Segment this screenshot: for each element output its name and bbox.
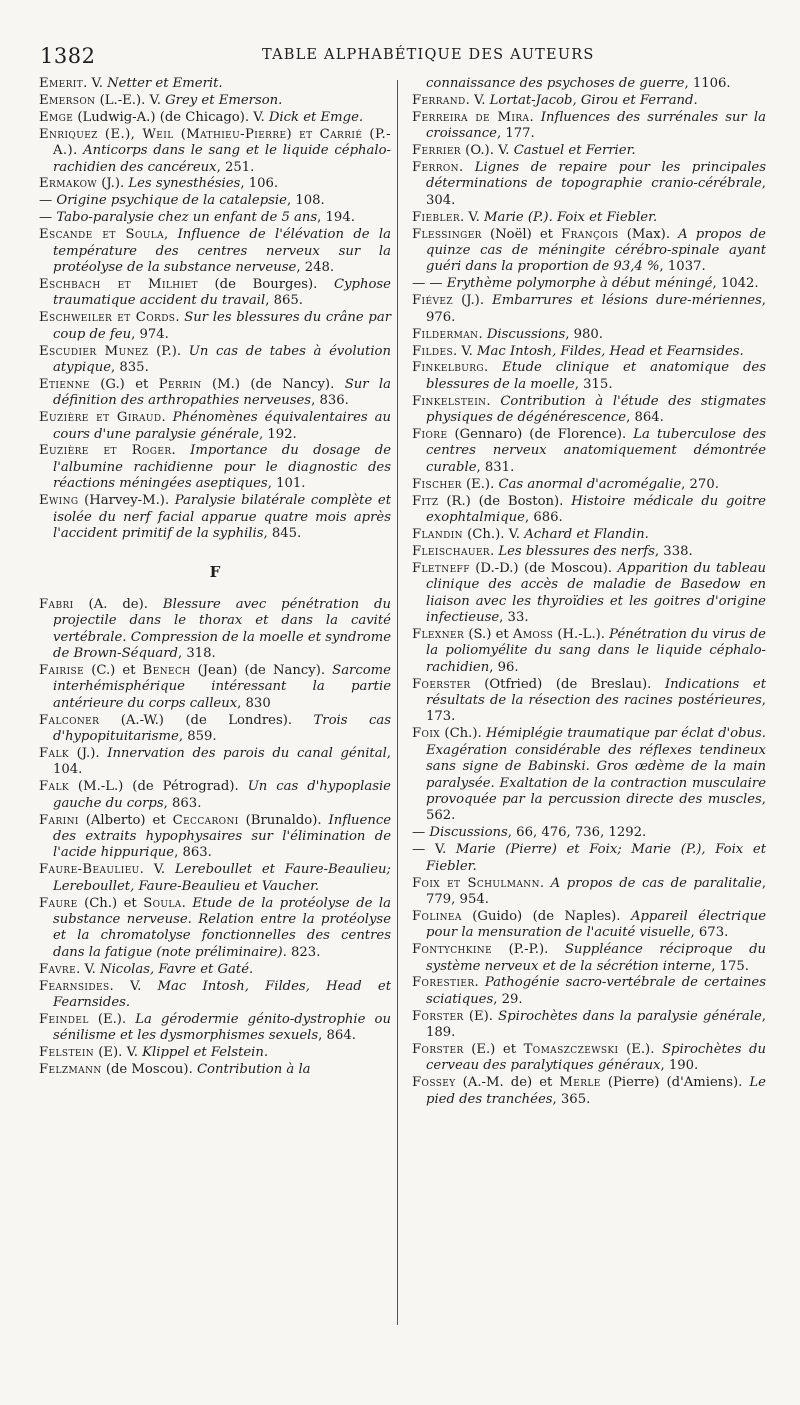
entry-connector: (D.-D.) (de Moscou). bbox=[469, 560, 618, 576]
entry-connector: — bbox=[39, 193, 57, 209]
index-entry bbox=[39, 979, 391, 1012]
entry-connector: (J.). bbox=[453, 293, 493, 309]
index-entry bbox=[412, 975, 766, 1008]
entry-author: Euzière et Roger bbox=[39, 443, 172, 459]
entry-connector: (Guido) (de Naples). bbox=[461, 908, 631, 924]
entry-title: Origine psychique de la catalepsie bbox=[56, 193, 287, 209]
entry-title: A propos de quinze cas de méningite cérébro-spinale ayant guéri dans la proportion de 93,4 % bbox=[426, 226, 766, 275]
index-entry bbox=[412, 143, 766, 159]
index-entry bbox=[412, 527, 766, 543]
entry-pages: , 173. bbox=[426, 693, 766, 725]
entry-connector: . bbox=[171, 443, 191, 459]
entry-author: Eschweiler et Cords bbox=[39, 310, 176, 326]
entry-title: Nicolas, Favre et Gaté. bbox=[100, 961, 254, 977]
index-entry bbox=[412, 942, 766, 975]
entry-connector: . bbox=[478, 326, 487, 342]
entry-connector: (Otfried) (de Breslau). bbox=[470, 676, 665, 692]
entries-letter-e bbox=[39, 76, 391, 542]
entry-title: Marie (P.). Foix et Fiebler. bbox=[484, 209, 658, 225]
entry-connector: (A.-M. de) et bbox=[455, 1075, 560, 1091]
entry-title: Mac Intosh, Fildes, Head et Fearnsides. bbox=[477, 343, 744, 359]
entry-author: Ermakow bbox=[39, 176, 98, 192]
entry-title: Castuel et Ferrier. bbox=[513, 143, 636, 159]
entry-author: Felzmann bbox=[39, 1062, 102, 1078]
entry-coauthor: Tomaszczewski bbox=[523, 1042, 619, 1058]
index-entry bbox=[412, 842, 766, 875]
index-entry bbox=[39, 813, 391, 862]
index-entry bbox=[39, 76, 391, 92]
entry-coauthor: Ceccaroni bbox=[172, 812, 239, 828]
entry-connector: — bbox=[412, 825, 430, 841]
entry-title: Achard et Flandin. bbox=[524, 526, 649, 542]
entry-title: Pénétration du virus de la poliomyélite du sang dans le liquide céphalo-rachidien bbox=[426, 626, 766, 675]
entry-title: Spirochètes du cerveau des paralytiques généraux bbox=[426, 1042, 766, 1074]
entry-pages: , 1037. bbox=[659, 259, 706, 275]
left-column bbox=[39, 76, 391, 1079]
entry-pages: , 976. bbox=[426, 293, 766, 325]
entry-pages: . 823. bbox=[282, 944, 321, 960]
index-entry bbox=[412, 93, 766, 109]
entry-pages: , 318. bbox=[178, 646, 216, 661]
entry-connector: (E.). bbox=[88, 1011, 136, 1027]
entry-connector: . bbox=[73, 143, 84, 159]
entry-title: Lortat-Jacob, Girou et Ferrand. bbox=[489, 92, 698, 108]
index-entry bbox=[39, 779, 391, 812]
entry-connector: . bbox=[458, 160, 475, 176]
entry-connector: . bbox=[486, 393, 501, 409]
entry-pages: , 270. bbox=[681, 476, 719, 492]
entry-pages: , 29. bbox=[493, 991, 523, 1007]
index-entry bbox=[39, 1045, 391, 1061]
entry-pages: , 177. bbox=[496, 126, 535, 142]
entry-connector: (Brunaldo). bbox=[238, 812, 329, 828]
entry-pages: , 315. bbox=[574, 376, 613, 392]
entry-connector: . bbox=[484, 360, 503, 376]
entry-author: Filderman bbox=[412, 326, 479, 342]
entry-title: Importance du dosage de l'albumine rachidienne pour le diagnostic des réactions méningées aseptiques bbox=[53, 443, 392, 492]
entry-author: Flessinger bbox=[412, 226, 482, 242]
entry-title: Contribution à l'étude des stigmates physiques de dégénérescence bbox=[426, 393, 766, 426]
entry-title: Trois cas d'hypopituitarisme bbox=[53, 712, 392, 745]
index-entry bbox=[39, 93, 391, 109]
entry-pages: , 248. bbox=[296, 259, 335, 275]
entry-author: Foix et Schulmann bbox=[412, 875, 540, 891]
entry-pages: , 192. bbox=[258, 426, 297, 442]
entry-connector: (Noël) et bbox=[481, 226, 562, 242]
entry-title: Influence de l'élévation de la température des centres nerveux sur la protéolyse de la substance nerveuse bbox=[53, 227, 391, 275]
index-entry bbox=[39, 443, 391, 492]
entry-author: Ferrand bbox=[412, 92, 466, 108]
entry-author: Flandin bbox=[412, 526, 463, 542]
entry-pages: , 836. bbox=[311, 393, 349, 409]
index-entry bbox=[39, 310, 391, 343]
index-entry bbox=[39, 277, 391, 310]
entry-author: Feindel bbox=[39, 1011, 89, 1027]
entry-title: Anticorps dans le sang et le liquide céphalo-rachidien des cancéreux bbox=[53, 143, 391, 175]
entry-author: Falk bbox=[39, 745, 69, 761]
entry-connector: (H.-L.). bbox=[553, 626, 610, 642]
entry-title: Erythème polymorphe à début méningé bbox=[446, 276, 713, 292]
entry-connector: . bbox=[181, 895, 193, 911]
entry-pages: , 33. bbox=[499, 610, 529, 625]
entry-connector: (J.). bbox=[68, 745, 108, 761]
entry-pages: , 194. bbox=[317, 210, 355, 226]
entry-connector: (Harvey-M.). bbox=[78, 493, 175, 509]
entry-title: Un cas d'hypoplasie gauche du corps bbox=[53, 779, 391, 811]
entry-connector: (E.) et bbox=[463, 1042, 524, 1058]
entry-title: Indications et résultats de la résection des racines postérieures bbox=[426, 676, 767, 709]
entry-author: Fontychkine bbox=[412, 942, 493, 958]
index-entry bbox=[39, 663, 391, 712]
entry-connector: (Max). bbox=[618, 226, 679, 242]
entry-connector: — — bbox=[412, 276, 447, 292]
entry-connector: . V. bbox=[83, 76, 108, 91]
entry-author: Fabri bbox=[39, 596, 74, 612]
entry-author: Falk bbox=[39, 779, 69, 795]
entry-connector: (Alberto) et bbox=[78, 812, 173, 828]
index-entry bbox=[39, 110, 391, 126]
entry-connector: , bbox=[164, 227, 178, 243]
entry-author: Fletneff bbox=[412, 560, 470, 576]
index-entry bbox=[412, 76, 766, 92]
entry-author: Foerster bbox=[412, 676, 471, 692]
entry-author: Falconer bbox=[39, 712, 100, 728]
entry-pages: , 104. bbox=[53, 745, 391, 778]
entry-connector: . V. bbox=[109, 978, 158, 994]
index-entry bbox=[39, 962, 391, 978]
entry-title: Blessure avec pénétration du projectile dans le thorax et dans la cavité vertébrale. Compression de la moelle et syndrome de Brown-Séquard bbox=[53, 596, 391, 661]
entry-connector: . V. bbox=[76, 961, 101, 977]
entry-title: Sur la définition des arthropathies nerveuses bbox=[53, 376, 392, 409]
entry-author: Fiebler bbox=[412, 209, 461, 225]
entry-title: Cas anormal d'acromégalie bbox=[498, 476, 682, 492]
entry-pages: , 66, 476, 736, 1292. bbox=[507, 825, 647, 841]
entry-author: Finkelburg bbox=[412, 360, 485, 376]
index-entry bbox=[412, 210, 766, 226]
entry-connector: (A. de). bbox=[73, 596, 163, 612]
entry-pages: , 251. bbox=[216, 159, 255, 175]
entry-title: Embarrures et lésions dure-mériennes bbox=[492, 293, 762, 309]
entry-connector: (M.-L.) (de Pétrograd). bbox=[68, 779, 248, 795]
entry-author: Forster bbox=[412, 1042, 464, 1058]
entry-title: Discussions bbox=[486, 326, 566, 342]
entry-author: Faure-Beaulieu bbox=[39, 862, 140, 878]
entry-connector: . V. bbox=[465, 92, 490, 108]
entry-pages: , 830 bbox=[237, 695, 271, 711]
entry-connector: . bbox=[161, 410, 173, 426]
index-entry bbox=[39, 597, 391, 663]
index-entry bbox=[412, 1009, 766, 1042]
entry-pages: , 96. bbox=[489, 659, 519, 675]
index-entry bbox=[412, 160, 766, 209]
entry-author: Ewing bbox=[39, 493, 79, 509]
entry-pages: , 106. bbox=[240, 176, 279, 192]
section-letter-f: F bbox=[209, 563, 221, 582]
entry-title: Klippel et Felstein. bbox=[142, 1045, 269, 1061]
entry-pages: , 863. bbox=[163, 795, 202, 811]
entry-connector: (E.). bbox=[618, 1042, 662, 1058]
index-entry bbox=[39, 746, 391, 779]
entry-connector: . V. bbox=[453, 343, 478, 359]
entry-title: Suppléance réciproque du système nerveux et de la sécrétion interne bbox=[426, 942, 767, 974]
entry-pages: , 980. bbox=[565, 326, 603, 342]
page-number: 1382 bbox=[40, 44, 96, 68]
entry-author: Ferreira de Mira bbox=[412, 109, 530, 125]
entry-author: Emerit bbox=[39, 76, 84, 91]
entry-author: Folinea bbox=[412, 908, 462, 924]
entry-connector: — bbox=[39, 210, 57, 226]
entry-title: La tuberculose des centres nerveux anatomiquement démontrée curable bbox=[426, 427, 766, 475]
index-entry bbox=[39, 713, 391, 746]
entry-pages: , 863. bbox=[174, 845, 212, 861]
entry-author: Eschbach et Milhiet bbox=[39, 276, 198, 292]
entry-author: Fearnsides bbox=[39, 978, 110, 994]
entry-title: Mac Intosh, Fildes, Head et Fearnsides. bbox=[53, 978, 391, 1011]
entry-connector: (P.). bbox=[148, 343, 189, 359]
index-entry bbox=[412, 293, 766, 326]
entry-connector: (Jean) (de Nancy). bbox=[190, 662, 333, 678]
entry-connector: (Ch.). bbox=[440, 726, 487, 742]
right-column bbox=[412, 76, 766, 1109]
index-entry bbox=[412, 627, 766, 676]
index-entry bbox=[412, 344, 766, 360]
entry-coauthor: Merle bbox=[559, 1075, 601, 1091]
entry-title: Sarcome interhémisphérique intéressant la partie antérieure du corps calleux bbox=[53, 662, 391, 711]
index-entry bbox=[412, 909, 766, 942]
index-entry bbox=[39, 410, 391, 443]
column-divider bbox=[397, 80, 398, 1325]
entry-author: Fleischauer bbox=[412, 543, 490, 559]
entry-title: Grey et Emerson. bbox=[165, 92, 283, 108]
entry-pages: , 562. bbox=[426, 791, 766, 824]
index-entry bbox=[39, 127, 391, 176]
entry-connector: (S.) et bbox=[464, 626, 513, 642]
entry-connector: (G.) et bbox=[89, 376, 159, 392]
entry-pages: , 779, 954. bbox=[426, 875, 767, 907]
entry-title: Les blessures des nerfs bbox=[498, 543, 655, 559]
index-entry bbox=[39, 1012, 391, 1045]
index-entry bbox=[412, 477, 766, 493]
entry-title: Etude clinique et anatomique des blessures de la moelle bbox=[426, 360, 766, 392]
index-entry bbox=[412, 394, 766, 427]
entry-connector: (de Bourges). bbox=[197, 276, 334, 292]
entry-author: Escudier Munez bbox=[39, 343, 149, 359]
entry-title: Contribution à la bbox=[196, 1062, 311, 1078]
entry-author: Forster bbox=[412, 1008, 464, 1024]
index-entry bbox=[412, 726, 766, 824]
entry-author: Emerson bbox=[39, 92, 96, 108]
entry-author: Foix bbox=[412, 726, 441, 742]
entry-author: Fildes bbox=[412, 343, 454, 359]
entry-title: Etude de la protéolyse de la substance nerveuse. Relation entre la protéolyse et la chromatolyse fonctionnelles des centres dans la fatigue (note préliminaire) bbox=[53, 895, 391, 960]
entry-title: Influences des surrénales sur la croissance bbox=[426, 109, 767, 142]
entry-connector: (E). V. bbox=[94, 1045, 143, 1061]
index-entry bbox=[412, 677, 766, 726]
entries-letter-f-right bbox=[412, 76, 766, 1108]
entry-author: Ferron bbox=[412, 160, 459, 176]
index-entry bbox=[412, 110, 766, 143]
index-entry bbox=[412, 561, 766, 627]
index-entry bbox=[412, 1075, 766, 1108]
entry-title: Histoire médicale du goitre exophtalmique bbox=[426, 493, 766, 526]
index-entry bbox=[412, 360, 766, 393]
entry-coauthor: François bbox=[561, 226, 619, 242]
entry-title: Sur les blessures du crâne par coup de feu bbox=[53, 310, 391, 342]
entry-author: Finkelstein bbox=[412, 393, 487, 409]
index-entry bbox=[39, 176, 391, 192]
entry-pages: , 864. bbox=[626, 410, 664, 426]
entry-connector: (E.). bbox=[461, 476, 499, 492]
entry-connector: . bbox=[474, 975, 485, 991]
entry-pages: , 338. bbox=[654, 543, 693, 559]
entry-connector: . bbox=[489, 543, 499, 559]
entry-author: Emge bbox=[39, 109, 74, 125]
index-entry bbox=[412, 427, 766, 476]
index-entry bbox=[39, 896, 391, 962]
index-entry bbox=[412, 327, 766, 343]
entry-connector: (E). bbox=[463, 1008, 499, 1024]
entry-pages: , 304. bbox=[426, 176, 766, 208]
entry-connector: (A.-W.) (de Londres). bbox=[99, 712, 314, 728]
index-entry bbox=[39, 227, 391, 276]
entry-pages: , 859. bbox=[178, 729, 217, 745]
entry-connector: (R.) (de Boston). bbox=[438, 493, 572, 509]
index-entry bbox=[39, 377, 391, 410]
entry-connector: (O.). V. bbox=[460, 143, 514, 159]
entry-connector: . bbox=[175, 310, 185, 326]
entry-pages: , 190. bbox=[660, 1058, 699, 1074]
entry-title: Spirochètes dans la paralysie générale bbox=[498, 1008, 762, 1024]
entry-author: Escande et Soula bbox=[39, 227, 165, 243]
entry-author: Euzière et Giraud bbox=[39, 410, 162, 426]
entry-pages: , 686. bbox=[524, 510, 563, 526]
entry-title: Apparition du tableau clinique des accès de maladie de Basedow en liaison avec les thyroïdies et les goitres d'origine infectieuse bbox=[426, 560, 766, 625]
entry-title: Tabo-paralysie chez un enfant de 5 ans bbox=[56, 210, 318, 226]
index-entry bbox=[412, 825, 766, 841]
entry-title: Innervation des parois du canal génital bbox=[107, 745, 387, 761]
entry-title: A propos de cas de paralitalie bbox=[550, 875, 762, 891]
entry-pages: , 835. bbox=[111, 359, 149, 375]
entry-connector: . bbox=[539, 875, 551, 891]
entry-author: Fiévez bbox=[412, 293, 453, 309]
entry-connector: (J.). bbox=[97, 176, 129, 192]
running-head: TABLE ALPHABÉTIQUE DES AUTEURS bbox=[262, 47, 595, 63]
index-entry bbox=[39, 1062, 391, 1078]
entry-title: Lignes de repaire pour les principales déterminations de topographie cranio-cérébrale bbox=[426, 160, 766, 192]
entry-title: Pathogénie sacro-vertébrale de certaines sciatiques bbox=[426, 975, 767, 1007]
entry-author: Fairise bbox=[39, 662, 85, 678]
index-entry bbox=[39, 193, 391, 209]
entry-title: Netter et Emerit. bbox=[107, 76, 223, 91]
entry-title: Dick et Emge. bbox=[268, 109, 364, 125]
entry-connector: . bbox=[529, 109, 541, 125]
entry-title: Lereboullet et Faure-Beaulieu; Lereboullet, Faure-Beaulieu et Vaucher. bbox=[53, 862, 391, 894]
entry-author: Fiore bbox=[412, 427, 448, 443]
index-entry bbox=[412, 1042, 766, 1075]
entry-connector: (P.-P.). bbox=[492, 942, 565, 958]
index-entry bbox=[412, 227, 766, 276]
entry-author: Fossey bbox=[412, 1075, 456, 1091]
entry-connector: — V. bbox=[412, 842, 456, 858]
entry-coauthor: Perrin bbox=[158, 376, 202, 392]
entry-title: Discussions bbox=[429, 825, 508, 841]
entry-title: Les synesthésies bbox=[128, 176, 241, 192]
index-entry bbox=[39, 493, 391, 542]
entry-connector: (Ch.) et bbox=[77, 895, 144, 911]
entry-title: Le pied des tranchées bbox=[426, 1075, 766, 1107]
entry-author: Etienne bbox=[39, 376, 90, 392]
entry-pages: , 974. bbox=[131, 326, 169, 342]
index-entry bbox=[412, 544, 766, 560]
entry-connector: (Ludwig-A.) (de Chicago). V. bbox=[73, 109, 269, 125]
entry-pages: , 1106. bbox=[684, 76, 731, 91]
entry-pages: , 864. bbox=[318, 1028, 356, 1044]
entry-title: Marie (Pierre) et Foix; Marie (P.), Foix et Fiebler. bbox=[426, 842, 766, 874]
entry-author: Enriquez (E.), Weil (Mathieu-Pierre) et Carrié (P.-A.) bbox=[39, 126, 391, 159]
entry-author: Favre bbox=[39, 961, 77, 977]
entries-letter-f-left bbox=[39, 597, 391, 1079]
entry-title: Influence des extraits hypophysaires sur l'élimination de l'acide hippurique bbox=[53, 812, 392, 861]
entry-connector: (C.) et bbox=[84, 662, 143, 678]
entry-pages: , 108. bbox=[286, 193, 325, 209]
entry-author: Forestier bbox=[412, 975, 475, 991]
entry-connector: (L.-E.). V. bbox=[95, 92, 166, 108]
entry-pages: , 845. bbox=[263, 525, 302, 541]
entry-title: La gérodermie génito-dystrophie ou sénilisme et les dysmorphismes sexuels bbox=[53, 1011, 391, 1044]
entry-author: Flexner bbox=[412, 626, 465, 642]
entry-connector: (Ch.). V. bbox=[462, 526, 525, 542]
entry-pages: , 831. bbox=[476, 459, 515, 475]
entry-author: Fischer bbox=[412, 476, 462, 492]
index-entry bbox=[412, 494, 766, 527]
entry-pages: , 365. bbox=[552, 1091, 591, 1107]
entry-author: Fitz bbox=[412, 493, 439, 509]
entry-author: Felstein bbox=[39, 1045, 95, 1061]
entry-title: connaissance des psychoses de guerre bbox=[426, 76, 685, 91]
entry-coauthor: Soula bbox=[143, 895, 182, 911]
index-entry bbox=[412, 276, 766, 292]
entry-pages: , 101. bbox=[267, 476, 306, 492]
entry-coauthor: Amoss bbox=[512, 626, 554, 642]
entry-connector: . V. bbox=[460, 209, 484, 225]
entry-title: Cyphose traumatique accident du travail bbox=[53, 276, 391, 309]
entry-connector: (de Moscou). bbox=[101, 1062, 197, 1078]
entry-author: Faure bbox=[39, 895, 78, 911]
entry-author: Ferrier bbox=[412, 143, 461, 159]
entry-coauthor: Benech bbox=[142, 662, 191, 678]
entry-connector: (M.) (de Nancy). bbox=[201, 376, 345, 392]
entry-connector: . V. bbox=[139, 862, 175, 878]
entry-title: Paralysie bilatérale complète et isolée du nerf facial apparue quatre mois après l'accident primitif de la syphilis bbox=[53, 493, 391, 541]
entry-connector: (Pierre) (d'Amiens). bbox=[600, 1075, 750, 1091]
entry-title: Hémiplégie traumatique par éclat d'obus. Exagération considérable des réflexes tendineux sans signe de Babinski. Gros œdème de la main paralysée. Exaltation de la contraction musculaire provoquée par la percussion directe des muscles bbox=[426, 726, 766, 807]
entry-title: Phénomènes équivalentaires au cours d'une paralysie générale bbox=[53, 410, 391, 442]
entry-pages: , 175. bbox=[711, 958, 749, 974]
entry-pages: , 673. bbox=[690, 925, 729, 941]
entry-connector: (Gennaro) (de Florence). bbox=[447, 427, 634, 443]
entry-pages: , 1042. bbox=[712, 276, 759, 292]
entry-title: Appareil électrique pour la mensuration de l'acuité visuelle bbox=[426, 908, 767, 941]
entry-author: Farini bbox=[39, 812, 79, 828]
index-entry bbox=[412, 876, 766, 909]
entry-pages: , 865. bbox=[265, 293, 303, 309]
entry-pages: , 189. bbox=[426, 1008, 766, 1041]
index-entry bbox=[39, 210, 391, 226]
entry-title: Un cas de tabes à évolution atypique bbox=[53, 343, 391, 375]
index-entry bbox=[39, 862, 391, 895]
index-entry bbox=[39, 344, 391, 377]
